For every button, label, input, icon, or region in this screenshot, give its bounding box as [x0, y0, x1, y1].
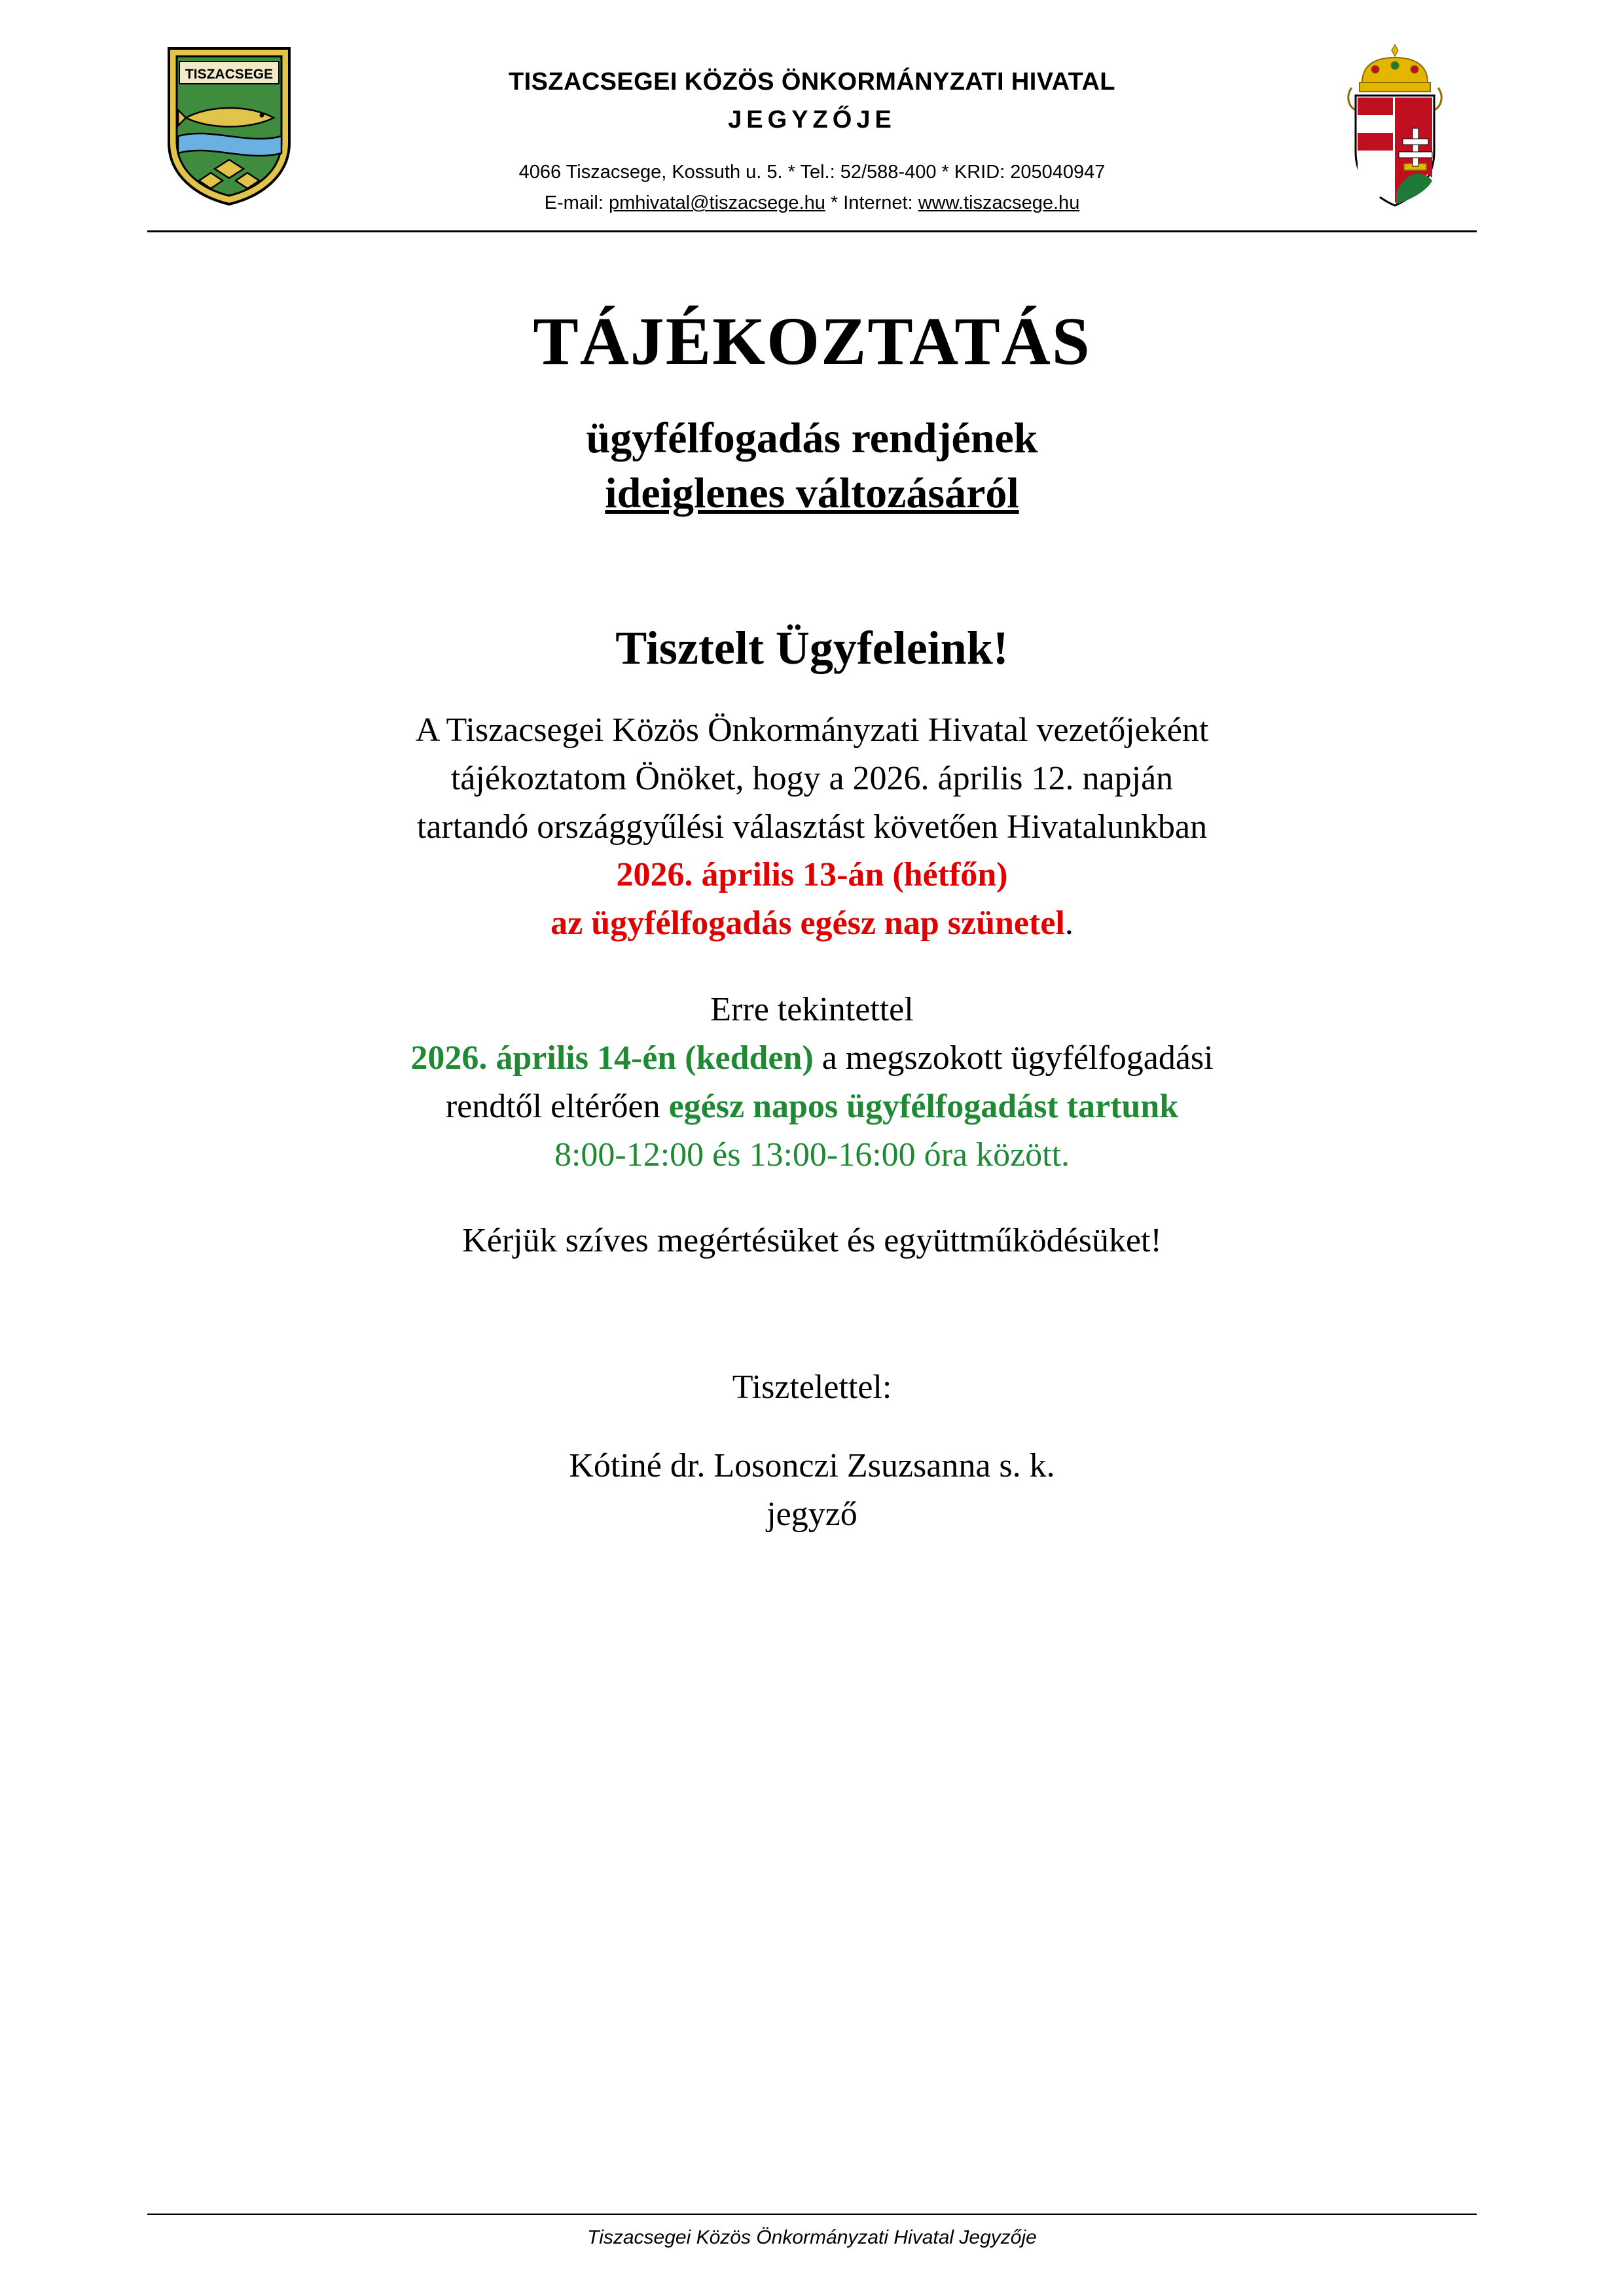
closure-statement-period: . — [1064, 905, 1074, 942]
paragraph-one-line-1: A Tiszacsegei Közös Önkormányzati Hivatal vezetőjeként — [415, 711, 1209, 749]
crest-left-container — [147, 38, 311, 208]
page-title: TÁJÉKOZTATÁS — [533, 304, 1091, 380]
tiszacsege-coat-of-arms-icon — [164, 45, 295, 208]
closing-line: Tisztelettel: — [732, 1369, 892, 1407]
greeting: Tisztelt Ügyfeleink! — [615, 621, 1009, 674]
footer-text: Tiszacsegei Közös Önkormányzati Hivatal Jegyzője — [587, 2227, 1037, 2248]
letterhead-text — [311, 38, 1313, 219]
subtitle-line-1: ügyfélfogadás rendjének — [586, 414, 1038, 462]
page-footer — [147, 2214, 1477, 2249]
header-divider — [147, 230, 1477, 232]
signer-name: Kótiné dr. Losonczi Zsuzsanna s. k. — [569, 1447, 1055, 1485]
footer-divider — [147, 2214, 1477, 2215]
office-contact — [311, 157, 1313, 219]
open-day-highlight: egész napos ügyfélfogadást tartunk — [668, 1087, 1179, 1125]
subtitle-line-2: ideiglenes változásáról — [605, 469, 1019, 518]
closure-date: 2026. április 13-án (hétfőn) — [616, 856, 1008, 894]
office-title: TISZACSEGEI KÖZÖS ÖNKORMÁNYZATI HIVATAL — [509, 68, 1115, 96]
closure-statement-text: az ügyfélfogadás egész nap szünetel — [550, 905, 1065, 942]
paragraph-two-line-3 — [147, 1083, 1477, 1131]
crest-right-container — [1313, 38, 1477, 211]
closure-statement — [147, 899, 1477, 948]
office-address: 4066 Tiszacsege, Kossuth u. 5. * Tel.: 52/588-400 * KRID: 205040947 — [518, 162, 1106, 183]
email-label: E-mail: — [544, 192, 609, 214]
website-link[interactable]: www.tiszacsege.hu — [918, 192, 1080, 214]
paragraph-one — [147, 706, 1477, 948]
paragraph-two — [147, 986, 1477, 1179]
email-link[interactable]: pmhivatal@tiszacsege.hu — [608, 192, 825, 214]
signer-title: jegyző — [767, 1495, 857, 1533]
paragraph-one-line-3: tartandó országgyűlési választást követően Hivatalunkban — [416, 808, 1208, 846]
hungary-coat-of-arms-icon — [1336, 41, 1454, 211]
office-online — [311, 188, 1313, 219]
signature-block — [147, 1442, 1477, 1539]
paragraph-one-line-2: tájékoztatom Önöket, hogy a 2026. április 12. napján — [450, 759, 1174, 797]
open-day-date: 2026. április 14-én (kedden) — [410, 1039, 814, 1077]
internet-label: * Internet: — [825, 192, 918, 214]
paragraph-two-line-1: Erre tekintettel — [710, 991, 914, 1029]
office-hours: 8:00-12:00 és 13:00-16:00 óra között. — [554, 1136, 1070, 1174]
paragraph-two-line-2 — [147, 1034, 1477, 1083]
paragraph-three: Kérjük szíves megértésüket és együttműködésüket! — [462, 1222, 1162, 1260]
svg-text:TISZACSEGE: TISZACSEGE — [185, 67, 274, 82]
office-role: JEGYZŐJE — [728, 106, 896, 134]
open-day-mid: a megszokott ügyfélfogadási — [813, 1039, 1214, 1077]
letterhead — [147, 26, 1477, 219]
open-day-prefix: rendtől eltérően — [445, 1087, 669, 1125]
